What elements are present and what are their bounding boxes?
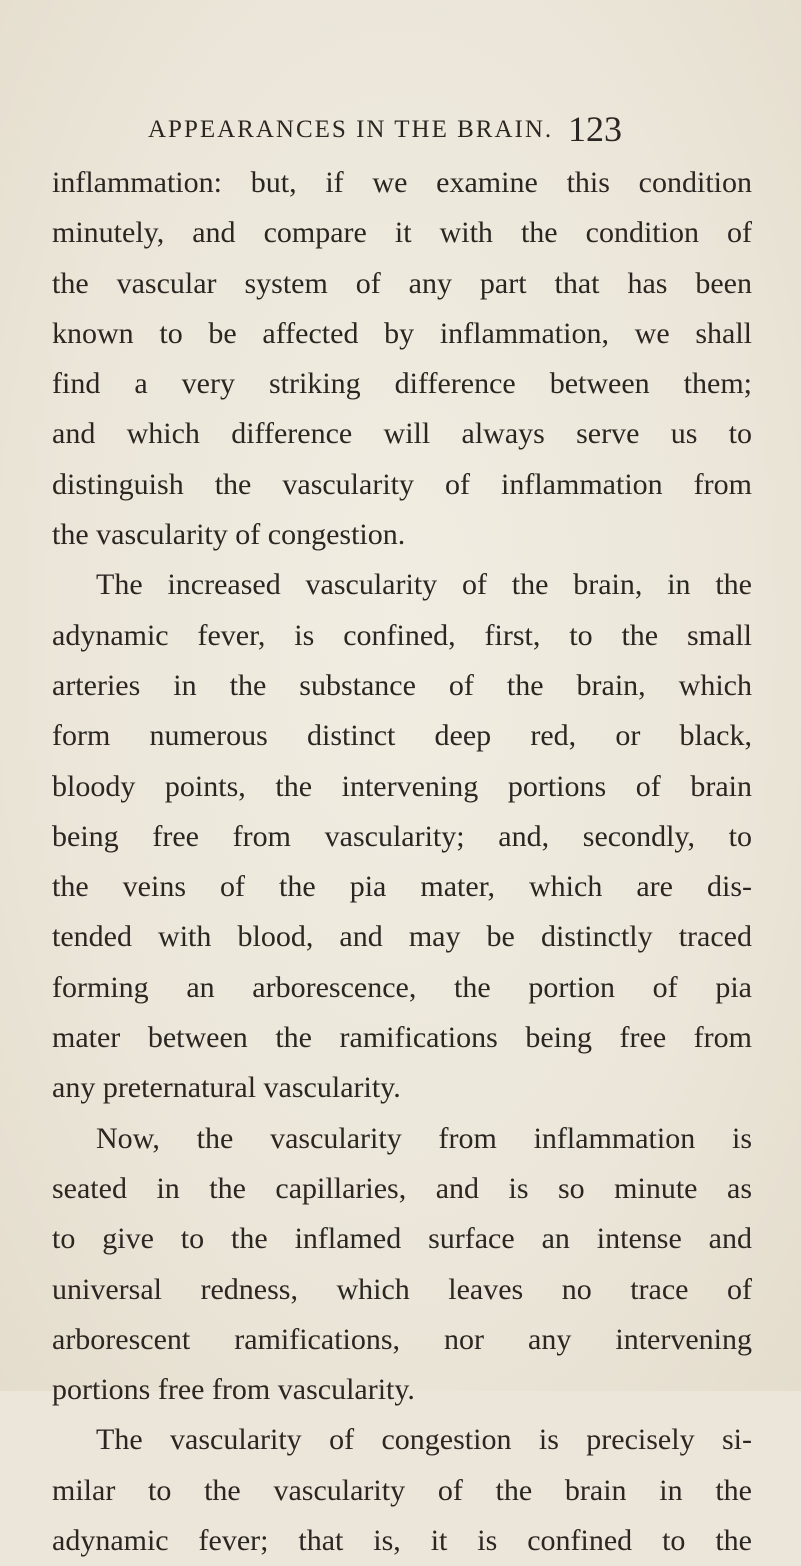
text-line: to give to the inflamed surface an intense and [52,1222,752,1256]
running-head: APPEARANCES IN THE BRAIN. [148,116,554,143]
text-line: milar to the vascularity of the brain in the [52,1473,752,1507]
text-line: find a very striking difference between them; [52,367,752,401]
text-line: the vascular system of any part that has been [52,266,752,300]
text-line: any preternatural vascularity. [52,1071,401,1105]
text-line: Now, the vascularity from inflammation is [96,1121,752,1155]
text-line: adynamic fever; that is, it is confined to the [52,1524,752,1558]
text-line: The increased vascularity of the brain, in the [96,568,752,602]
text-line: the vascularity of congestion. [52,518,406,552]
text-line: arborescent ramifications, nor any intervening [52,1322,752,1356]
text-line: distinguish the vascularity of inflammation from [52,467,752,501]
text-line: form numerous distinct deep red, or black, [52,719,752,753]
text-line: The vascularity of congestion is precisely si- [96,1423,752,1457]
text-line: arteries in the substance of the brain, which [52,668,752,702]
text-line: bloody points, the intervening portions of brain [52,769,752,803]
text-line: and which difference will always serve us to [52,417,752,451]
text-line: being free from vascularity; and, secondly, to [52,819,752,853]
text-line: known to be affected by inflammation, we shall [52,316,752,350]
text-line: universal redness, which leaves no trace of [52,1272,752,1306]
text-line: forming an arborescence, the portion of pia [52,970,752,1004]
text-line: seated in the capillaries, and is so minute as [52,1171,752,1205]
text-line: portions free from vascularity. [52,1373,415,1407]
text-line: mater between the ramifications being free from [52,1021,752,1055]
text-line: tended with blood, and may be distinctly traced [52,920,752,954]
text-line: the veins of the pia mater, which are dis- [52,870,752,904]
page-number: 123 [568,109,622,149]
text-line: inflammation: but, if we examine this condition [52,166,752,199]
text-line: adynamic fever, is confined, first, to the small [52,618,752,652]
body-text [52,158,752,1566]
text-line: minutely, and compare it with the condition of [52,216,752,250]
